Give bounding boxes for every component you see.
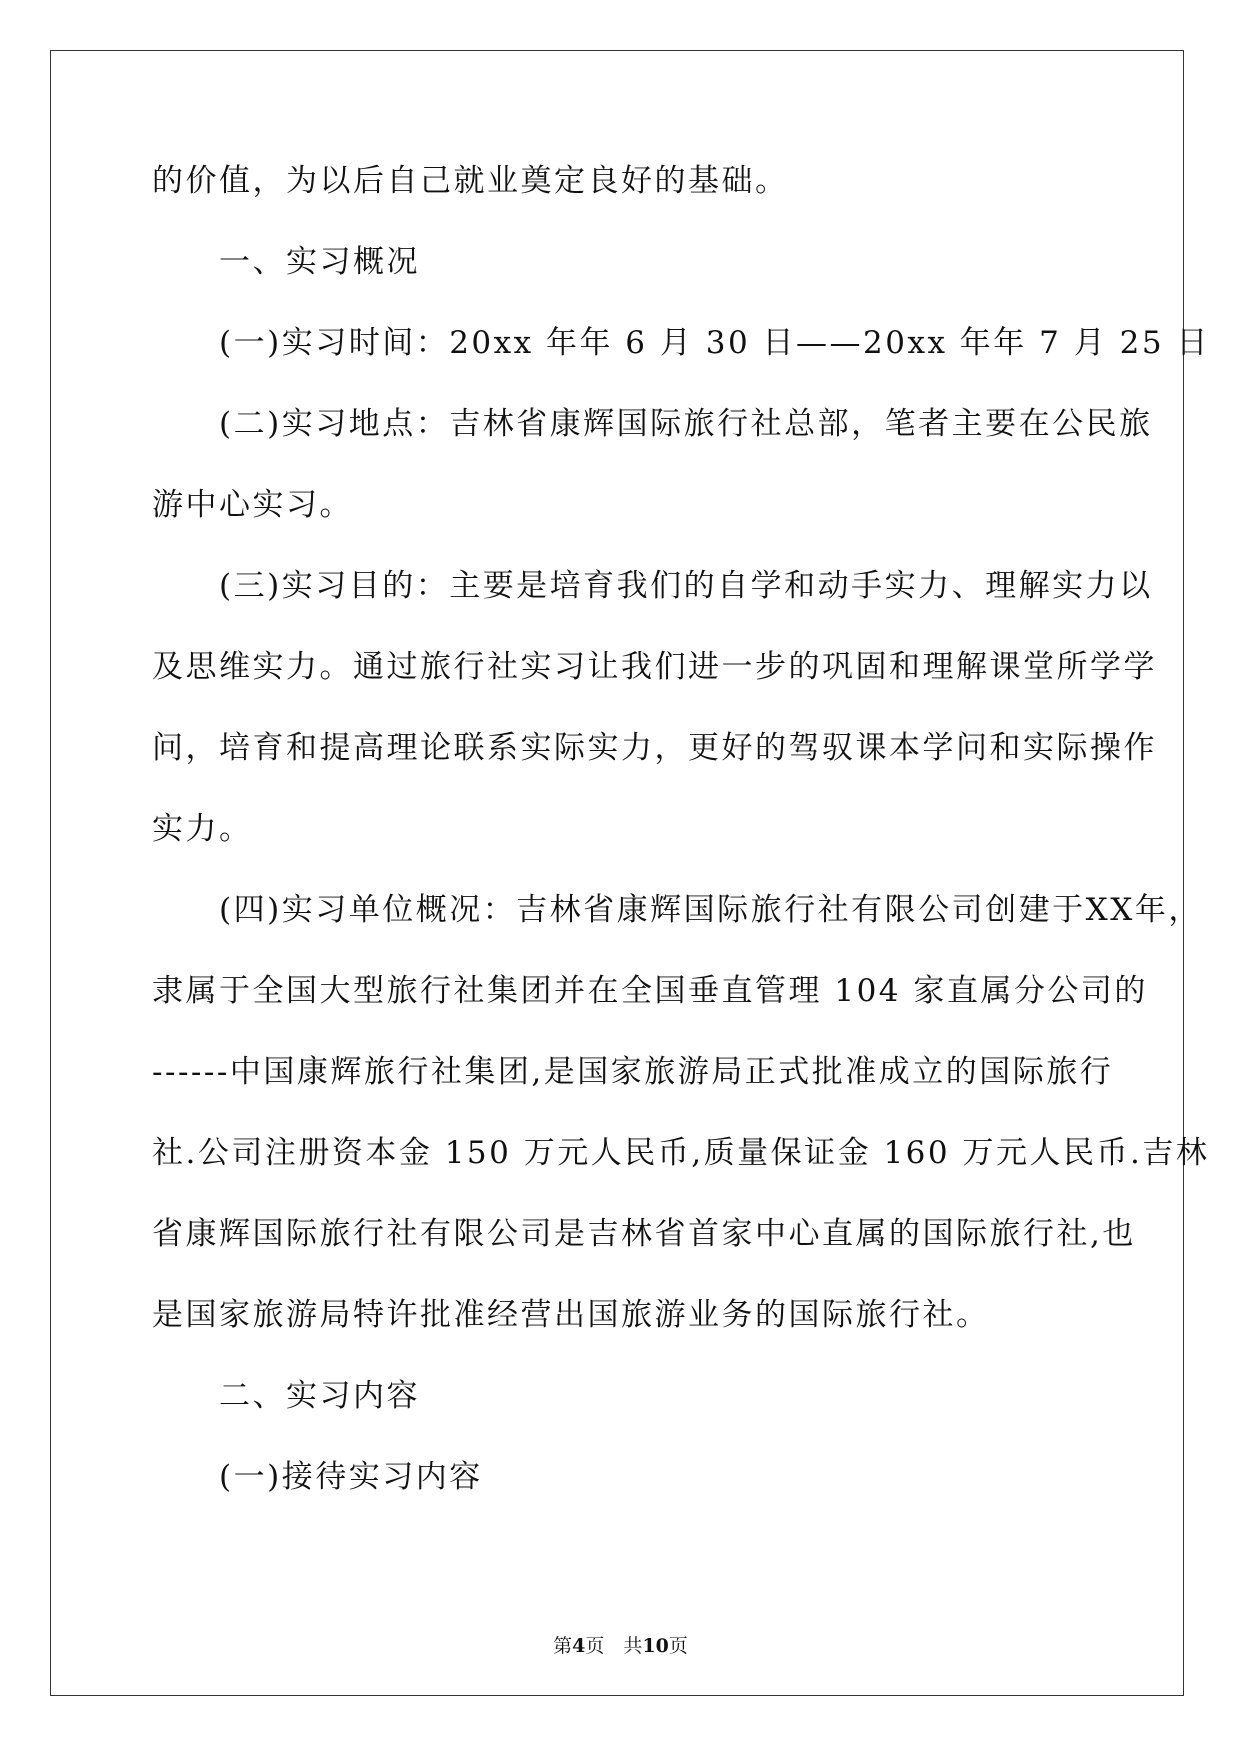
footer-prefix: 第	[553, 1635, 573, 1657]
text-line: 游中心实习。	[152, 487, 353, 523]
text-line: ------中国康辉旅行社集团,是国家旅游局正式批准成立的国际旅行	[152, 1054, 1114, 1090]
subsection-heading: (一)接待实习内容	[152, 1459, 483, 1495]
text-line: 及思维实力。通过旅行社实习让我们进一步的巩固和理解课堂所学学	[152, 649, 1157, 685]
text-line: (三)实习目的：主要是培育我们的自学和动手实力、理解实力以	[152, 568, 1153, 604]
page-footer	[0, 1631, 1241, 1658]
text-line: (四)实习单位概况：吉林省康辉国际旅行社有限公司创建于XX年，	[152, 892, 1202, 928]
footer-mid: 页 共	[585, 1635, 643, 1657]
text-line: (一)实习时间：20xx 年年 6 月 30 日——20xx 年年 7 月 25 日	[152, 325, 1210, 361]
total-pages: 10	[642, 1635, 669, 1657]
text-line: 的价值，为以后自己就业奠定良好的基础。	[152, 163, 789, 199]
page-number: 4	[572, 1635, 586, 1657]
text-line: 是国家旅游局特许批准经营出国旅游业务的国际旅行社。	[152, 1297, 990, 1333]
section-heading: 二、实习内容	[152, 1378, 420, 1414]
footer-suffix: 页	[668, 1635, 688, 1657]
text-line: 社.公司注册资本金 150 万元人民币,质量保证金 160 万元人民币.吉林	[152, 1135, 1210, 1171]
section-heading: 一、实习概况	[152, 244, 420, 280]
text-line: 省康辉国际旅行社有限公司是吉林省首家中心直属的国际旅行社,也	[152, 1216, 1136, 1252]
document-body	[152, 163, 1210, 1495]
text-line: 问，培育和提高理论联系实际实力，更好的驾驭课本学问和实际操作	[152, 730, 1157, 766]
text-line: 实力。	[152, 811, 253, 847]
text-line: 隶属于全国大型旅行社集团并在全国垂直管理 104 家直属分公司的	[152, 973, 1148, 1009]
text-line: (二)实习地点：吉林省康辉国际旅行社总部，笔者主要在公民旅	[152, 406, 1153, 442]
